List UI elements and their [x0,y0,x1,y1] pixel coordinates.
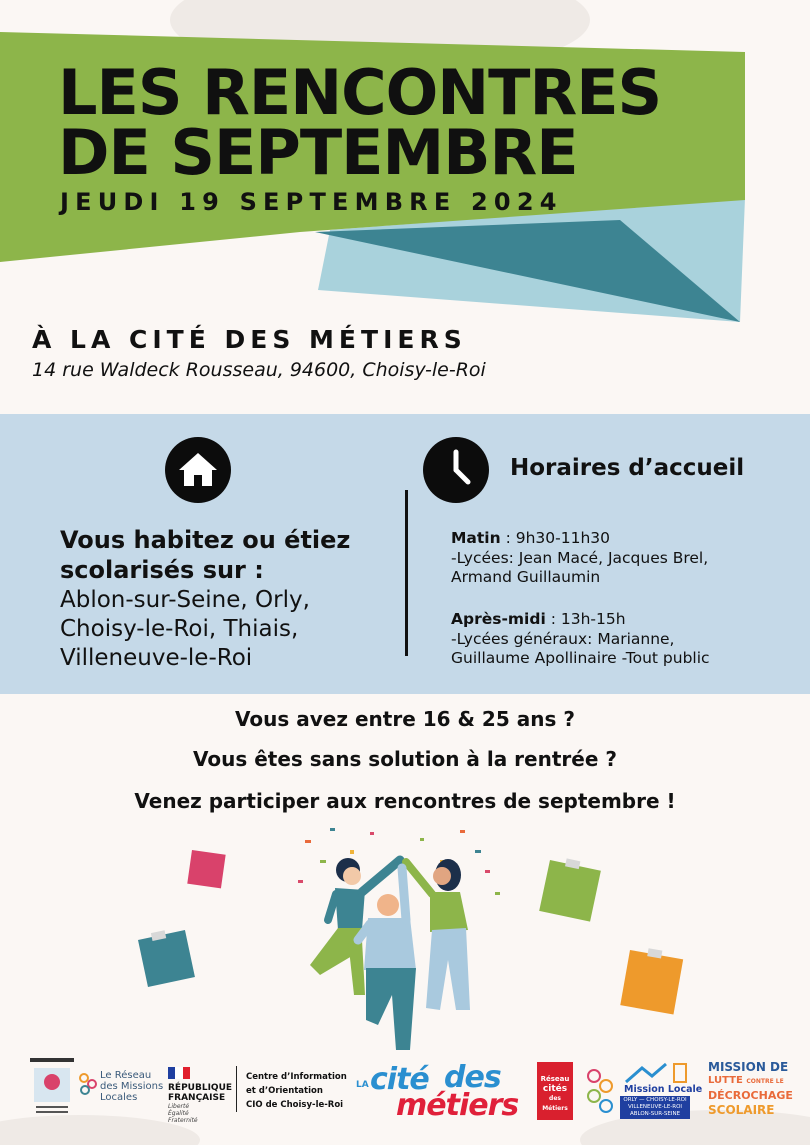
rf-line-2: FRANÇAISE [168,1093,226,1103]
cio-line-2: et d’Orientation [246,1086,323,1096]
cite-des-metiers-logo [356,1058,528,1122]
cdm-la: LA [356,1080,369,1090]
marianne-flag-icon [168,1067,190,1079]
title-line-1: LES RENCONTRES [58,56,662,129]
cities-line-3: Villeneuve-le-Roi [60,645,253,671]
morning-schedule [451,529,791,588]
afternoon-time: : 13h-15h [545,610,626,628]
vertical-divider [405,490,408,656]
mlds-line-2b: CONTRE LE [746,1078,784,1085]
afternoon-label: Après-midi [451,610,546,628]
rcm-line-3: des Métiers [542,1095,568,1112]
republique-francaise-logo [168,1064,234,1124]
question-age: Vous avez entre 16 & 25 ans ? [235,707,575,731]
venue-address: 14 rue Waldeck Rousseau, 94600, Choisy-le-Roi [32,359,486,381]
ml-name: Mission Locale [624,1084,703,1095]
morning-time: : 9h30-11h30 [500,529,611,547]
venue-name: À LA CITÉ DES MÉTIERS [32,325,467,354]
horaires-title: Horaires d’accueil [510,455,745,481]
reseau-line-1: Le Réseau [100,1070,152,1081]
title-line-2: DE SEPTEMBRE [58,116,578,189]
celebration-illustration [130,820,690,1060]
morning-line-3: Armand Guillaumin [451,568,601,586]
cities-line-2: Choisy-le-Roi, Thiais, [60,616,299,642]
clock-icon [423,437,489,503]
mission-locale-bievre-logo [30,1058,74,1118]
rcm-line-1: Réseau [540,1075,570,1083]
rf-motto-3: Fraternité [168,1117,198,1124]
rcm-line-2: cités [542,1084,568,1094]
mlds-line-1: MISSION DE [708,1060,789,1074]
mlds-line-2a: LUTTE [708,1075,743,1086]
cio-logo [246,1070,354,1112]
mlds-logo [708,1060,804,1117]
cities-list [60,586,400,673]
cio-line-1: Centre d’Information [246,1072,347,1082]
reseau-line-3: Locales [100,1092,138,1103]
rf-motto-1: Liberté [168,1103,190,1110]
mlds-line-3: DÉCROCHAGE [708,1089,793,1102]
cio-line-3: CIO de Choisy-le-Roi [246,1100,344,1110]
ml-sub-2: VILLENEUVE-LE-ROI [627,1104,683,1110]
afternoon-line-3: Guillaume Apollinaire -Tout public [451,649,710,667]
ml-sub-1: ORLY — CHOISY-LE-ROI [623,1097,687,1103]
cdm-metiers: métiers [396,1088,519,1123]
mission-locale-orly-logo [584,1060,703,1120]
residence-heading-line-1: Vous habitez ou étiez [60,526,351,554]
morning-label: Matin [451,529,501,547]
reseau-cites-metiers-logo [537,1062,573,1120]
call-to-action: Venez participer aux rencontres de septembre ! [134,789,676,813]
morning-line-1 [451,529,791,549]
rf-motto-2: Égalité [168,1110,189,1117]
ml-subtitle [620,1096,690,1119]
residence-heading-line-2: scolarisés sur : [60,556,264,584]
residence-heading [60,525,400,585]
person-right [406,859,470,1010]
morning-line-2: -Lycées: Jean Macé, Jacques Brel, [451,548,709,567]
person-center [358,868,416,1050]
afternoon-schedule [451,610,791,669]
cities-line-1: Ablon-sur-Seine, Orly, [60,587,310,613]
event-date: JEUDI 19 SEPTEMBRE 2024 [60,188,563,216]
cdm-cite: cité [370,1062,429,1097]
ml-sub-3: ABLON-SUR-SEINE [629,1111,681,1117]
home-icon [165,437,231,503]
logo-separator [236,1066,237,1112]
cdm-des: des [444,1060,501,1095]
reseau-missions-locales-logo [78,1062,164,1118]
afternoon-line-1 [451,610,791,630]
mlds-line-4: SCOLAIRE [708,1103,775,1117]
rf-line-1: RÉPUBLIQUE [168,1083,233,1093]
afternoon-line-2: -Lycées généraux: Marianne, [451,629,675,648]
reseau-line-2: des Missions [100,1081,164,1092]
question-solution: Vous êtes sans solution à la rentrée ? [193,747,617,771]
